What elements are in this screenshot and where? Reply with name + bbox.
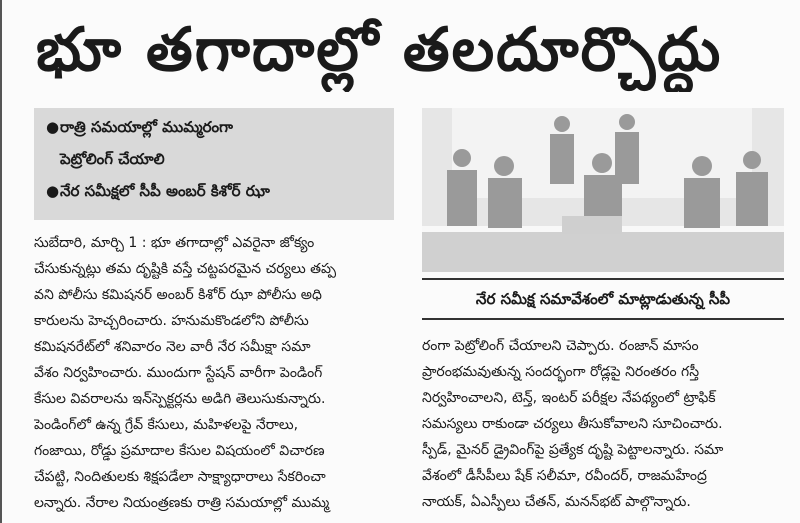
body-line: నాయక్, ఏఎస్పీలు చేతన్, మనన్‌భట్ పాల్గొన్నారు. [422,494,691,510]
body-line: రంగా పెట్రోలింగ్ చేయాలని చెప్పారు. రంజాన్ మాసం [422,338,699,354]
article-body-right-column [422,333,784,515]
body-line: సమస్యలు రాకుండా చర్యలు తీసుకోవాలని సూచించారు. [422,416,723,432]
body-line: చేపట్టి, నిందితులకు శిక్షపడేలా సాక్ష్యాధారాలు సేకరించా [34,469,326,485]
highlight-bullet-1-continued: పెట్రోలింగ్ చేయాలి [60,150,165,168]
body-line: నిర్వహించాలని, టెన్త్, ఇంటర్ పరీక్షల నేపథ్యంలో ట్రాఫిక్ [422,390,716,406]
body-line: చేసుకున్నట్లు తమ దృష్టికి వస్తే చట్టపరమైన చర్యలు తప్ప [34,261,337,277]
body-line: స్పీడ్, మైనర్ డ్రైవింగ్‌పై ప్రత్యేక దృష్టి పెట్టాలన్నారు. సమా [422,442,724,458]
body-line: ప్రారంభమవుతున్న సందర్భంగా రోడ్లపై నిరంతరం గస్తీ [422,364,700,380]
body-line: కమిషనరేట్‌లో శనివారం నెల వారీ నేర సమీక్షా సమా [34,339,311,355]
body-line: కేసుల వివరాలను ఇన్‌స్పెక్టర్లను అడిగి తెలుసుకున్నారు. [34,391,326,407]
body-line: వేశం నిర్వహించారు. ముందుగా స్టేషన్ వారీగా పెండింగ్ [34,365,323,381]
meeting-photo [422,108,784,272]
body-line: కారులను హెచ్చరించారు. హనుమకొండలోని పోలీసు [34,313,309,329]
body-line: పెండింగ్‌లో ఉన్న గ్రేవ్ కేసులు, మహిళలపై నేరాలు, [34,417,299,433]
body-line: వేశంలో డీసీపీలు షేక్ సలీమా, రవీందర్, రాజమహేంద్ర [422,468,707,484]
body-line: లన్నారు. నేరాల నియంత్రణకు రాత్రి సమయాల్లో ముమ్మ [34,495,330,511]
bullet-icon: ● [46,182,60,200]
highlight-bullet-2: ●నేర సమీక్షలో సీపీ అంబర్ కిశోర్ ఝా [46,182,270,200]
body-line: గంజాయి, రోడ్డు ప్రమాదాల కేసుల విషయంలో విచారణ [34,443,325,459]
column-rule [0,0,2,523]
photo-caption: నేర సమీక్ష సమావేశంలో మాట్లాడుతున్న సీపీ [422,278,784,320]
body-line: సుబేదారి, మార్చి 1 : భూ తగాదాల్లో ఎవరైనా జోక్యం [34,235,315,251]
meeting-photo-illustration [422,108,784,272]
article-body-left-column [34,230,404,516]
bullet-icon: ● [46,118,60,136]
body-line: వని పోలీసు కమిషనర్ అంబర్ కిశోర్ ఝా పోలీసు అధి [34,287,322,303]
highlights-box [34,108,394,220]
headline: భూ తగాదాల్లో తలదూర్చొద్దు [36,15,723,85]
highlight-bullet-1: ●రాత్రి సమయాల్లో ముమ్మరంగా [46,118,233,136]
